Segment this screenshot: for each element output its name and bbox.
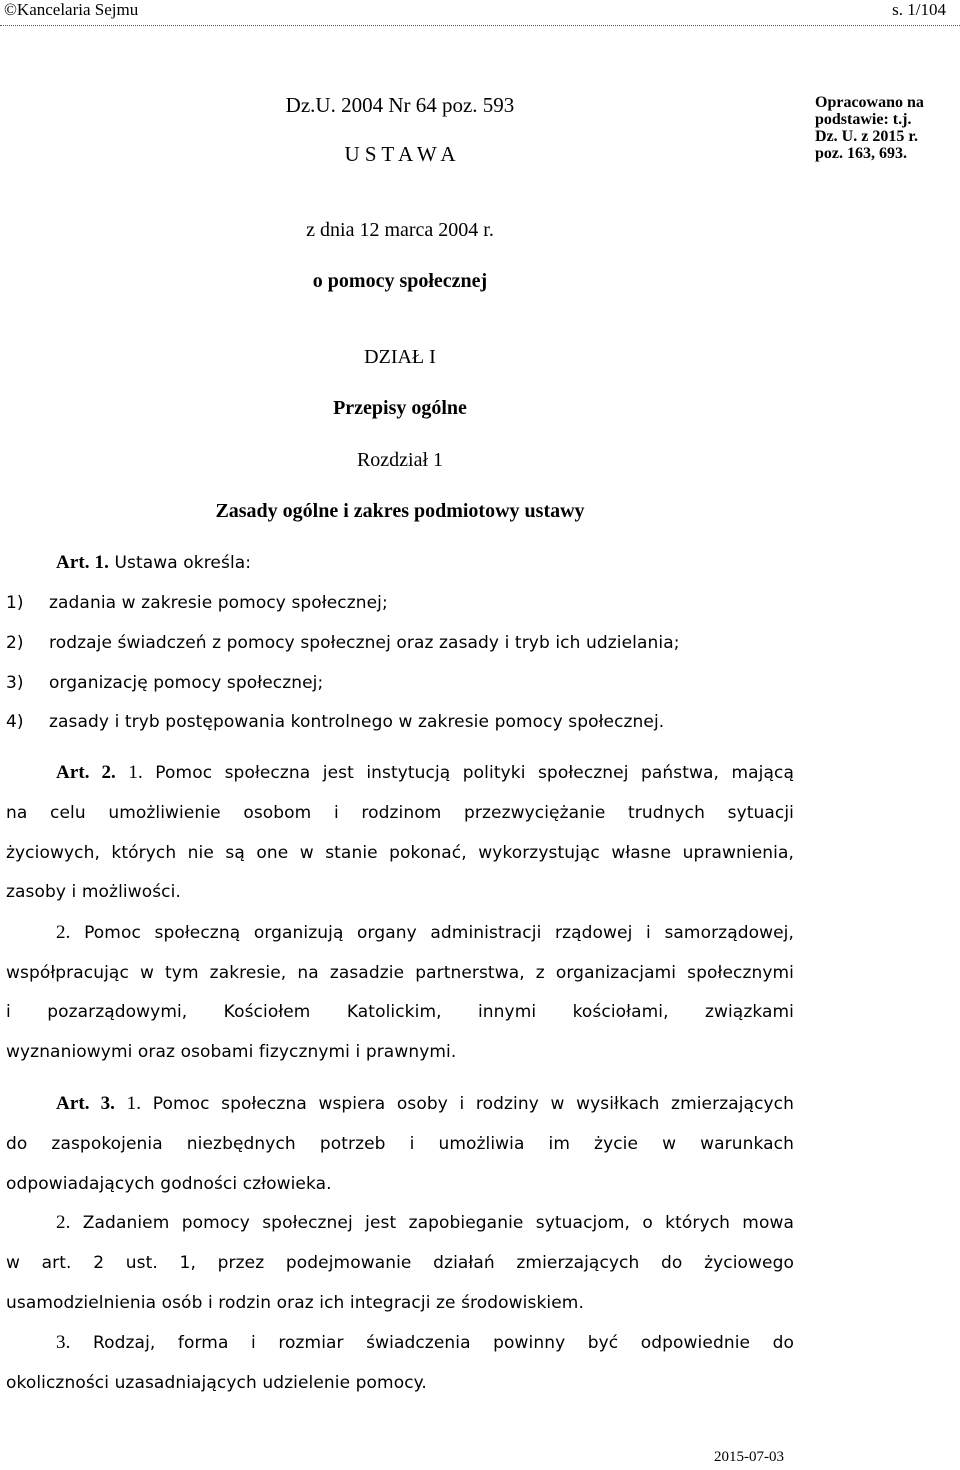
paragraph-number: 1.	[128, 762, 143, 783]
paragraph-number: 2.	[56, 922, 71, 943]
paragraph-line: współpracując w tym zakresie, na zasadzie partnerstwa, z organizacjami społecznymi	[6, 963, 794, 983]
division-name: Przepisy ogólne	[333, 397, 467, 419]
paragraph-first-line	[56, 1323, 794, 1363]
paragraph-number: 1.	[126, 1093, 142, 1114]
paragraph-line: zasoby i możliwości.	[6, 882, 181, 902]
paragraph-text: Zadaniem pomocy społecznej jest zapobieganie sytuacjom, o których mowa	[82, 1213, 794, 1233]
paragraph-line: do zaspokojenia niezbędnych potrzeb i umożliwia im życie w warunkach	[6, 1134, 794, 1154]
act-type: U S T A W A	[344, 142, 456, 166]
paragraph-number: 2.	[56, 1212, 71, 1233]
chapter-name: Zasady ogólne i zakres podmiotowy ustawy	[215, 500, 585, 522]
article-2-line	[56, 753, 794, 793]
paragraph-line: i pozarządowymi, Kościołem Katolickim, innymi kościołami, związkami	[6, 1002, 794, 1022]
paragraph-line: odpowiadających godności człowieka.	[6, 1174, 332, 1194]
list-item-text: zasady i tryb postępowania kontrolnego w zakresie pomocy społecznej.	[49, 712, 665, 732]
header-copyright: ©Kancelaria Sejmu	[4, 0, 139, 19]
list-item-number: 2)	[6, 633, 24, 653]
paragraph-line: w art. 2 ust. 1, przez podejmowanie działań zmierzających do życiowego	[6, 1253, 794, 1273]
list-item	[6, 583, 388, 623]
paragraph-number: 3.	[56, 1332, 71, 1353]
paragraph-first-line	[56, 1203, 794, 1243]
list-item-text: organizację pomocy społecznej;	[49, 673, 324, 693]
list-item-text: zadania w zakresie pomocy społecznej;	[49, 593, 388, 613]
list-item	[6, 702, 664, 742]
paragraph-text: Pomoc społeczna jest instytucją polityki społecznej państwa, mającą	[155, 763, 794, 783]
paragraph-line: życiowych, których nie są one w stanie pokonać, wykorzystując własne uprawnienia,	[6, 843, 794, 863]
paragraph-first-line	[56, 913, 794, 953]
act-date: z dnia 12 marca 2004 r.	[306, 219, 494, 241]
article-intro: Ustawa określa:	[114, 553, 252, 573]
source-note-line: poz. 163, 693.	[815, 145, 907, 162]
paragraph-text: Rodzaj, forma i rozmiar świadczenia powinny być odpowiednie do	[92, 1333, 794, 1353]
paragraph-line: wyznaniowymi oraz osobami fizycznymi i prawnymi.	[6, 1042, 457, 1062]
list-item	[6, 663, 323, 703]
act-subject: o pomocy społecznej	[312, 270, 488, 292]
division-label: DZIAŁ I	[364, 346, 436, 368]
list-item-number: 4)	[6, 712, 24, 732]
source-note	[815, 94, 958, 162]
source-note-line: Opracowano na	[815, 94, 924, 111]
chapter-label: Rozdział 1	[356, 449, 444, 471]
paragraph-line: na celu umożliwienie osobom i rodzinom przezwyciężanie trudnych sytuacji	[6, 803, 794, 823]
article-label: Art. 3.	[56, 1093, 116, 1114]
source-note-line: podstawie: t.j.	[815, 111, 912, 128]
article-1-heading	[56, 543, 251, 583]
journal-reference: Dz.U. 2004 Nr 64 poz. 593	[285, 93, 515, 117]
paragraph-line: usamodzielnienia osób i rodzin oraz ich integracji ze środowiskiem.	[6, 1293, 584, 1313]
paragraph-line: okoliczności uzasadniających udzielenie pomocy.	[6, 1373, 427, 1393]
header-page-number: s. 1/104	[892, 0, 946, 19]
list-item-text: rodzaje świadczeń z pomocy społecznej oraz zasady i tryb ich udzielania;	[49, 633, 680, 653]
footer-date: 2015-07-03	[714, 1449, 784, 1465]
article-label: Art. 2.	[56, 762, 116, 783]
list-item-number: 1)	[6, 593, 24, 613]
article-label: Art. 1.	[56, 552, 109, 573]
paragraph-text: Pomoc społeczna wspiera osoby i rodziny w wysiłkach zmierzających	[152, 1094, 795, 1114]
header-divider	[0, 25, 960, 26]
article-3-line	[56, 1084, 794, 1124]
source-note-line: Dz. U. z 2015 r.	[815, 128, 918, 145]
list-item-number: 3)	[6, 673, 24, 693]
list-item	[6, 623, 680, 663]
paragraph-text: Pomoc społeczną organizują organy administracji rządowej i samorządowej,	[84, 923, 794, 943]
